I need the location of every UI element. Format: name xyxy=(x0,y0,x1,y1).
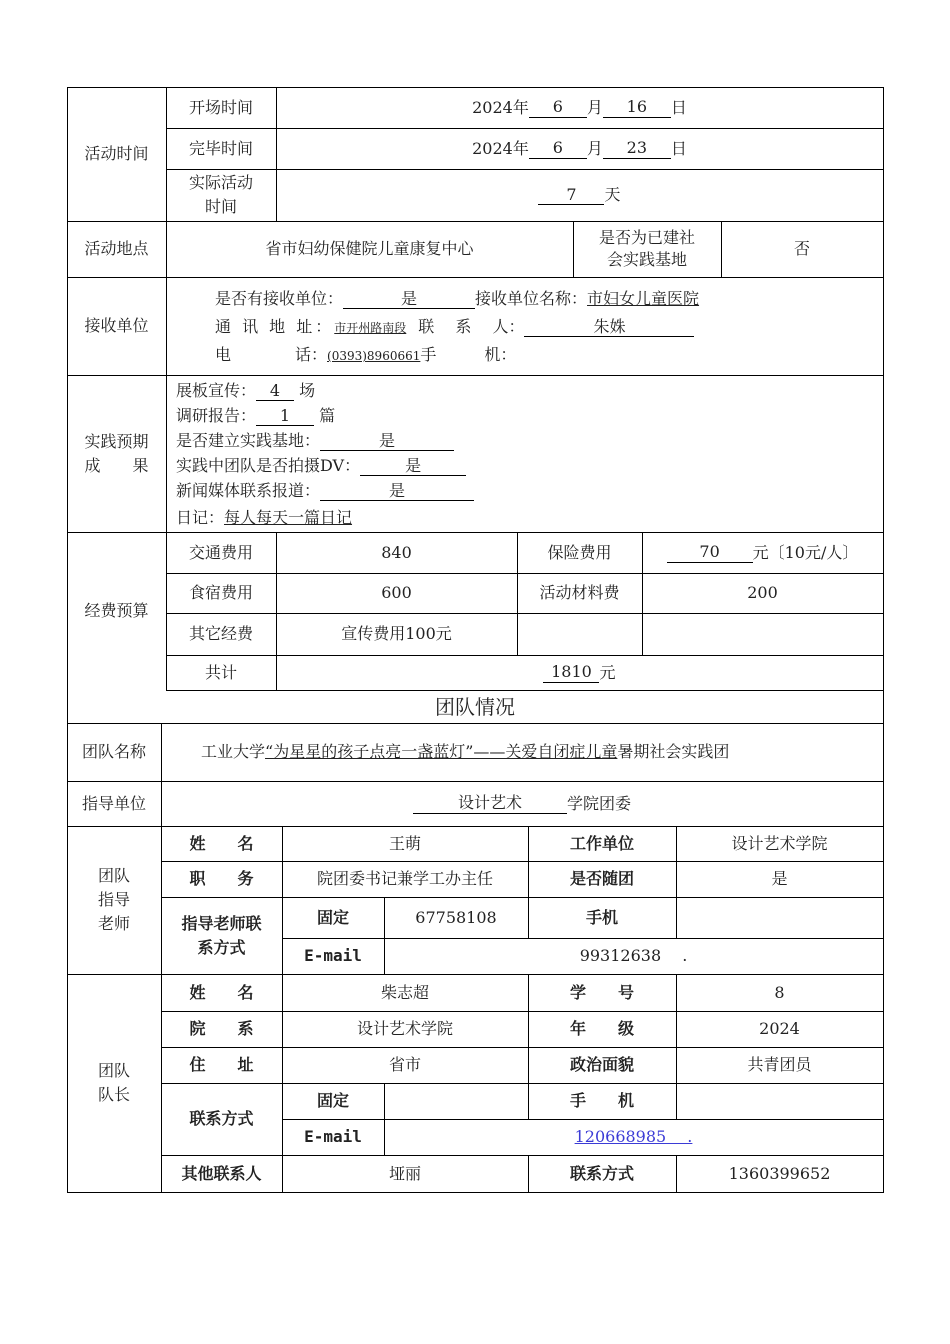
location-label: 活动地点 xyxy=(84,239,149,258)
other-value[interactable]: 宣传费用100元 xyxy=(341,624,452,643)
leader-id-value[interactable]: 8 xyxy=(774,982,785,1002)
receiver-phone-value[interactable]: (0393)8960661 xyxy=(327,349,421,363)
other-label: 其它经费 xyxy=(188,624,253,643)
insurance-label: 保险费用 xyxy=(547,542,612,562)
leader-email-label: E-mail xyxy=(304,1127,362,1146)
receiver-label: 接收单位 xyxy=(84,316,149,335)
start-time-label: 开场时间 xyxy=(188,97,253,117)
teacher-fixed-value[interactable]: 67758108 xyxy=(415,907,497,927)
outcome-label: 实践预期 成 果 xyxy=(84,431,149,475)
total-label: 共计 xyxy=(204,662,237,682)
other-contact-method-label: 联系方式 xyxy=(569,1163,634,1183)
teacher-name-label: 姓 名 xyxy=(189,833,254,853)
receiver-has-value[interactable]: 是 xyxy=(343,289,475,309)
teacher-position-value[interactable]: 院团委书记兼学工办主任 xyxy=(316,869,493,888)
end-time-value[interactable]: 2024 年 6 月 23 日 xyxy=(472,138,687,158)
other-contact-person-value[interactable]: 垭丽 xyxy=(388,1163,421,1183)
guide-unit-value[interactable]: 设计艺术 学院团委 xyxy=(161,781,883,826)
teacher-follow-value[interactable]: 是 xyxy=(771,869,788,888)
actual-time-value[interactable]: 7 天 xyxy=(276,169,883,221)
receiver-name-value[interactable]: 市妇女儿童医院 xyxy=(587,289,700,308)
food-value[interactable]: 600 xyxy=(381,583,412,602)
leader-id-label: 学 号 xyxy=(569,982,634,1002)
outcome-report: 调研报告： 1 篇 xyxy=(176,406,336,425)
leader-grade-value[interactable]: 2024 xyxy=(759,1019,800,1038)
teacher-follow-label: 是否随团 xyxy=(569,869,634,888)
receiver-row-1: 是否有接收单位： 是 接收单位名称：市妇女儿童医院 xyxy=(215,289,700,308)
material-label: 活动材料费 xyxy=(539,583,620,602)
leader-dept-label: 院 系 xyxy=(189,1019,254,1038)
transport-value[interactable]: 840 xyxy=(381,542,412,562)
receiver-contact-value[interactable]: 朱姝 xyxy=(524,317,694,337)
food-label: 食宿费用 xyxy=(188,583,253,602)
teacher-label: 团队 指导 老师 xyxy=(97,866,130,933)
budget-label: 经费预算 xyxy=(84,601,149,620)
leader-fixed-label: 固定 xyxy=(316,1091,349,1110)
outcome-diary: 日记：每人每天一篇日记 xyxy=(176,508,353,527)
outcome-dv: 实践中团队是否拍摄DV： 是 xyxy=(176,453,466,476)
location-value[interactable]: 省市妇幼保健院儿童康复中心 xyxy=(265,239,474,258)
teacher-position-label: 职 务 xyxy=(189,869,254,888)
team-name-label: 团队名称 xyxy=(81,742,146,761)
guide-unit-label: 指导单位 xyxy=(81,793,146,813)
leader-political-value[interactable]: 共青团员 xyxy=(747,1055,812,1074)
leader-label: 团队 队长 xyxy=(97,1061,130,1104)
leader-dept-value[interactable]: 设计艺术学院 xyxy=(356,1019,453,1038)
leader-email-value[interactable] xyxy=(384,1119,883,1155)
teacher-contact-label: 指导老师联 系方式 xyxy=(181,913,262,957)
leader-addr-label: 住 址 xyxy=(189,1055,254,1074)
receiver-row-2: 通 讯 地 址：市开州路南段 联 系 人： 朱姝 xyxy=(215,314,694,337)
receiver-addr-value[interactable]: 市开州路南段 xyxy=(334,321,407,335)
leader-fixed-value[interactable] xyxy=(384,1083,528,1119)
team-section-title: 团队情况 xyxy=(435,694,515,719)
actual-time-label: 实际活动 时间 xyxy=(188,173,253,216)
teacher-mobile-value[interactable] xyxy=(676,897,883,938)
leader-contact-label: 联系方式 xyxy=(189,1109,254,1128)
receiver-row-3: 电 话：(0393)8960661手 机： xyxy=(215,345,517,364)
teacher-email-value[interactable]: 99312638 . xyxy=(579,946,688,965)
material-value[interactable]: 200 xyxy=(747,583,778,602)
start-time-value[interactable]: 2024 年 6 月 16 日 xyxy=(472,97,687,117)
insurance-value[interactable]: 70 元〔10元/人〕 xyxy=(642,532,883,573)
time-label: 活动时间 xyxy=(84,144,149,163)
outcome-media: 新闻媒体联系报道： 是 xyxy=(176,478,474,501)
leader-name-label: 姓 名 xyxy=(189,982,254,1002)
teacher-work-label: 工作单位 xyxy=(569,833,634,853)
transport-label: 交通费用 xyxy=(188,542,253,562)
outcome-base: 是否建立实践基地： 是 xyxy=(176,428,454,451)
base-answer[interactable]: 否 xyxy=(793,239,810,258)
leader-political-label: 政治面貌 xyxy=(569,1055,634,1074)
leader-addr-value[interactable]: 省市 xyxy=(388,1055,421,1074)
leader-email-link[interactable]: 120668985 . xyxy=(574,1127,693,1146)
end-time-label: 完毕时间 xyxy=(188,138,253,158)
other-contact-method-value[interactable]: 1360399652 xyxy=(728,1163,831,1183)
teacher-work-value[interactable]: 设计艺术学院 xyxy=(731,833,828,853)
total-value[interactable]: 1810 元 xyxy=(276,655,883,690)
leader-name-value[interactable]: 柴志超 xyxy=(380,982,429,1002)
outcome-board: 展板宣传： 4 场 xyxy=(176,381,316,400)
leader-grade-label: 年 级 xyxy=(569,1019,634,1038)
base-question: 是否为已建社 会实践基地 xyxy=(598,227,695,269)
teacher-mobile-label: 手机 xyxy=(585,907,618,927)
teacher-email-label: E-mail xyxy=(304,946,362,965)
teacher-name-value[interactable]: 王萌 xyxy=(388,833,421,853)
teacher-fixed-label: 固定 xyxy=(316,907,349,927)
leader-mobile-value[interactable] xyxy=(676,1083,883,1119)
other-contact-person-label: 其他联系人 xyxy=(181,1163,262,1183)
leader-mobile-label: 手 机 xyxy=(569,1091,634,1110)
team-name-value[interactable]: 工业大学 “为星星的孩子点亮一盏蓝灯”——关爱自闭症儿童 暑期社会实践团 xyxy=(201,742,730,761)
